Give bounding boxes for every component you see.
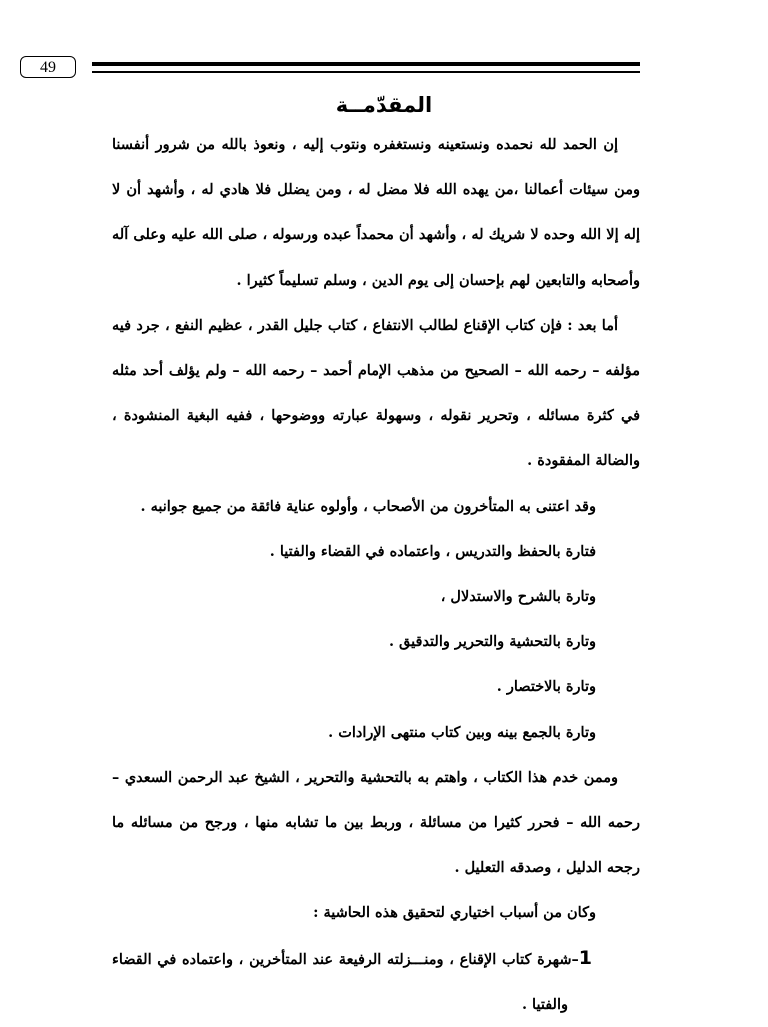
page-title: المقدّمــة <box>335 93 433 117</box>
paragraph-attention: وقد اعتنى به المتأخرون من الأصحاب ، وأولوه عناية فائقة من جميع جوانبه . <box>140 497 596 515</box>
reason-item <box>112 936 640 1027</box>
paragraph-saadi: وممن خدم هذا الكتاب ، واهتم به بالتحشية والتحرير ، الشيخ عبد الرحمن السعدي – رحمه الله – فحرر كثيرا من مسائلة ، وربط بين ما تشابه منها ، ورجح من مسائله ما رجحه الدليل ، وصدقه التعليل . <box>112 768 640 877</box>
list-item: وتارة بالشرح والاستدلال ، <box>440 588 596 606</box>
list-item: فتارة بالحفظ والتدريس ، واعتماده في القضاء والفتيا . <box>269 542 596 560</box>
reason-number: 1 <box>578 946 592 969</box>
header-rule-thin <box>92 71 640 73</box>
body-text <box>112 122 640 1027</box>
list-item: وتارة بالتحشية والتحرير والتدقيق . <box>388 633 596 651</box>
paragraph-amma-bad: أما بعد : فإن كتاب الإقناع لطالب الانتفاع ، كتاب جليل القدر ، عظيم النفع ، جرد فيه مؤلفه – رحمه الله – الصحيح من مذهب الإمام أحمد – رحمه الله – ولم يؤلف أحد مثله في كثرة مسائله ، وتحرير نقوله ، وسهولة عبارته ووضوحها ، ففيه البغية المنشودة ، والضالة المفقودة . <box>112 316 640 470</box>
paragraph-reasons-intro: وكان من أسباب اختياري لتحقيق هذه الحاشية : <box>313 904 596 922</box>
list-item: وتارة بالجمع بينه وبين كتاب منتهى الإرادات . <box>328 723 596 741</box>
header-rule-thick <box>92 62 640 66</box>
list-item: وتارة بالاختصار . <box>496 678 596 696</box>
reason-text: –شهرة كتاب الإقناع ، ومنـــزلته الرفيعة عند المتأخرين ، واعتماده في القضاء والفتيا . <box>112 950 579 1013</box>
paragraph-opening: إن الحمد لله نحمده ونستعينه ونستغفره ونتوب إليه ، ونعوذ بالله من شرور أنفسنا ومن سيئات أعمالنا ،من يهده الله فلا مضل له ، ومن يضلل فلا هادي له ، وأشهد أن لا إله إلا الله وحده لا شريك له ، وأشهد أن محمداً عبده ورسوله ، صلى الله عليه وعلى آله وأصحابه والتابعين لهم بإحسان إلى يوم الدين ، وسلم تسليماً كثيرا . <box>112 136 640 289</box>
page-number: 49 <box>20 56 76 78</box>
